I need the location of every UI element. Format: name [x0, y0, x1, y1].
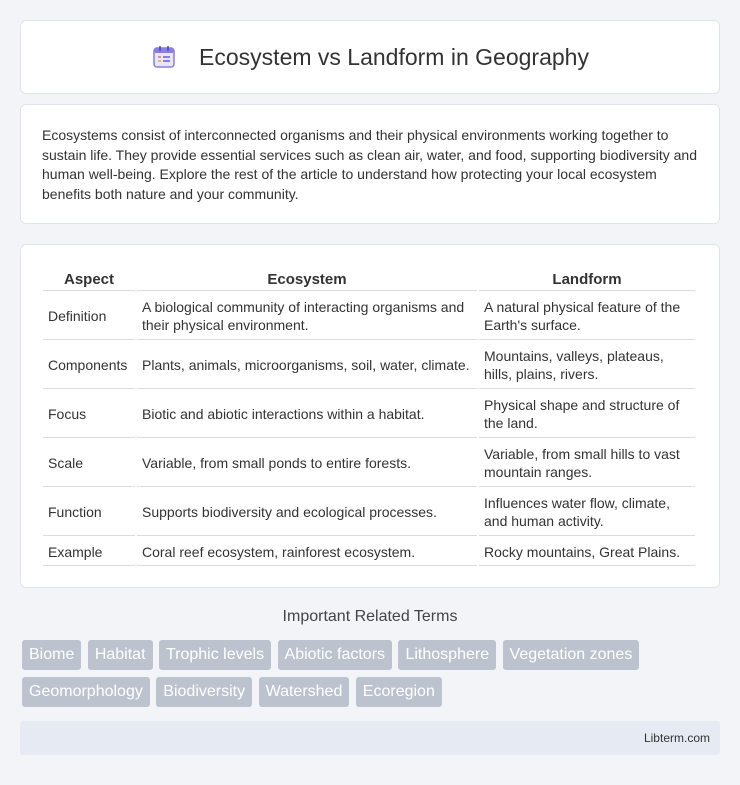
- row-ecosystem: Coral reef ecosystem, rainforest ecosystem.: [137, 538, 477, 566]
- tag-biodiversity[interactable]: Biodiversity: [156, 677, 252, 707]
- table-row: [43, 293, 695, 340]
- row-ecosystem: Plants, animals, microorganisms, soil, water, climate.: [137, 342, 477, 389]
- row-ecosystem: Variable, from small ponds to entire forests.: [137, 440, 477, 487]
- tag-abiotic-factors[interactable]: Abiotic factors: [278, 640, 392, 670]
- intro-text: Ecosystems consist of interconnected organisms and their physical environments working together to sustain life. They provide essential services such as clean air, water, and food, supporting biodiversity and human well-being. Explore the rest of the article to understand how protecting your local ecosystem benefits both nature and your community.: [42, 127, 697, 202]
- row-aspect: Focus: [43, 391, 135, 438]
- header-card: [20, 20, 720, 94]
- tag-geomorphology[interactable]: Geomorphology: [22, 677, 150, 707]
- comparison-card: [20, 244, 720, 588]
- related-terms-title: Important Related Terms: [282, 608, 458, 625]
- row-landform: A natural physical feature of the Earth's surface.: [479, 293, 695, 340]
- header-landform: Landform: [479, 267, 695, 291]
- row-ecosystem: Supports biodiversity and ecological processes.: [137, 489, 477, 536]
- table-row: [43, 342, 695, 389]
- tag-biome[interactable]: Biome: [22, 640, 81, 670]
- row-aspect: Example: [43, 538, 135, 566]
- tag-watershed[interactable]: Watershed: [259, 677, 350, 707]
- page-title: Ecosystem vs Landform in Geography: [199, 43, 589, 70]
- row-aspect: Definition: [43, 293, 135, 340]
- footer: [20, 721, 720, 755]
- calendar-list-icon: [151, 44, 177, 70]
- related-tags: [22, 640, 722, 714]
- tag-vegetation-zones[interactable]: Vegetation zones: [503, 640, 640, 670]
- table-header-row: [43, 267, 695, 291]
- row-landform: Rocky mountains, Great Plains.: [479, 538, 695, 566]
- intro-card: [20, 104, 720, 224]
- row-aspect: Components: [43, 342, 135, 389]
- tag-trophic-levels[interactable]: Trophic levels: [159, 640, 271, 670]
- header-aspect: Aspect: [43, 267, 135, 291]
- table-row: [43, 489, 695, 536]
- table-row: [43, 391, 695, 438]
- table-row: [43, 440, 695, 487]
- row-landform: Physical shape and structure of the land.: [479, 391, 695, 438]
- row-landform: Variable, from small hills to vast mountain ranges.: [479, 440, 695, 487]
- table-row: [43, 538, 695, 566]
- header-ecosystem: Ecosystem: [137, 267, 477, 291]
- tag-ecoregion[interactable]: Ecoregion: [356, 677, 442, 707]
- row-landform: Mountains, valleys, plateaus, hills, plains, rivers.: [479, 342, 695, 389]
- footer-link[interactable]: Libterm.com: [643, 731, 710, 745]
- tag-lithosphere[interactable]: Lithosphere: [398, 640, 496, 670]
- row-ecosystem: Biotic and abiotic interactions within a habitat.: [137, 391, 477, 438]
- comparison-table: [41, 265, 697, 568]
- row-ecosystem: A biological community of interacting organisms and their physical environment.: [137, 293, 477, 340]
- tag-habitat[interactable]: Habitat: [88, 640, 153, 670]
- row-aspect: Scale: [43, 440, 135, 487]
- row-aspect: Function: [43, 489, 135, 536]
- row-landform: Influences water flow, climate, and human activity.: [479, 489, 695, 536]
